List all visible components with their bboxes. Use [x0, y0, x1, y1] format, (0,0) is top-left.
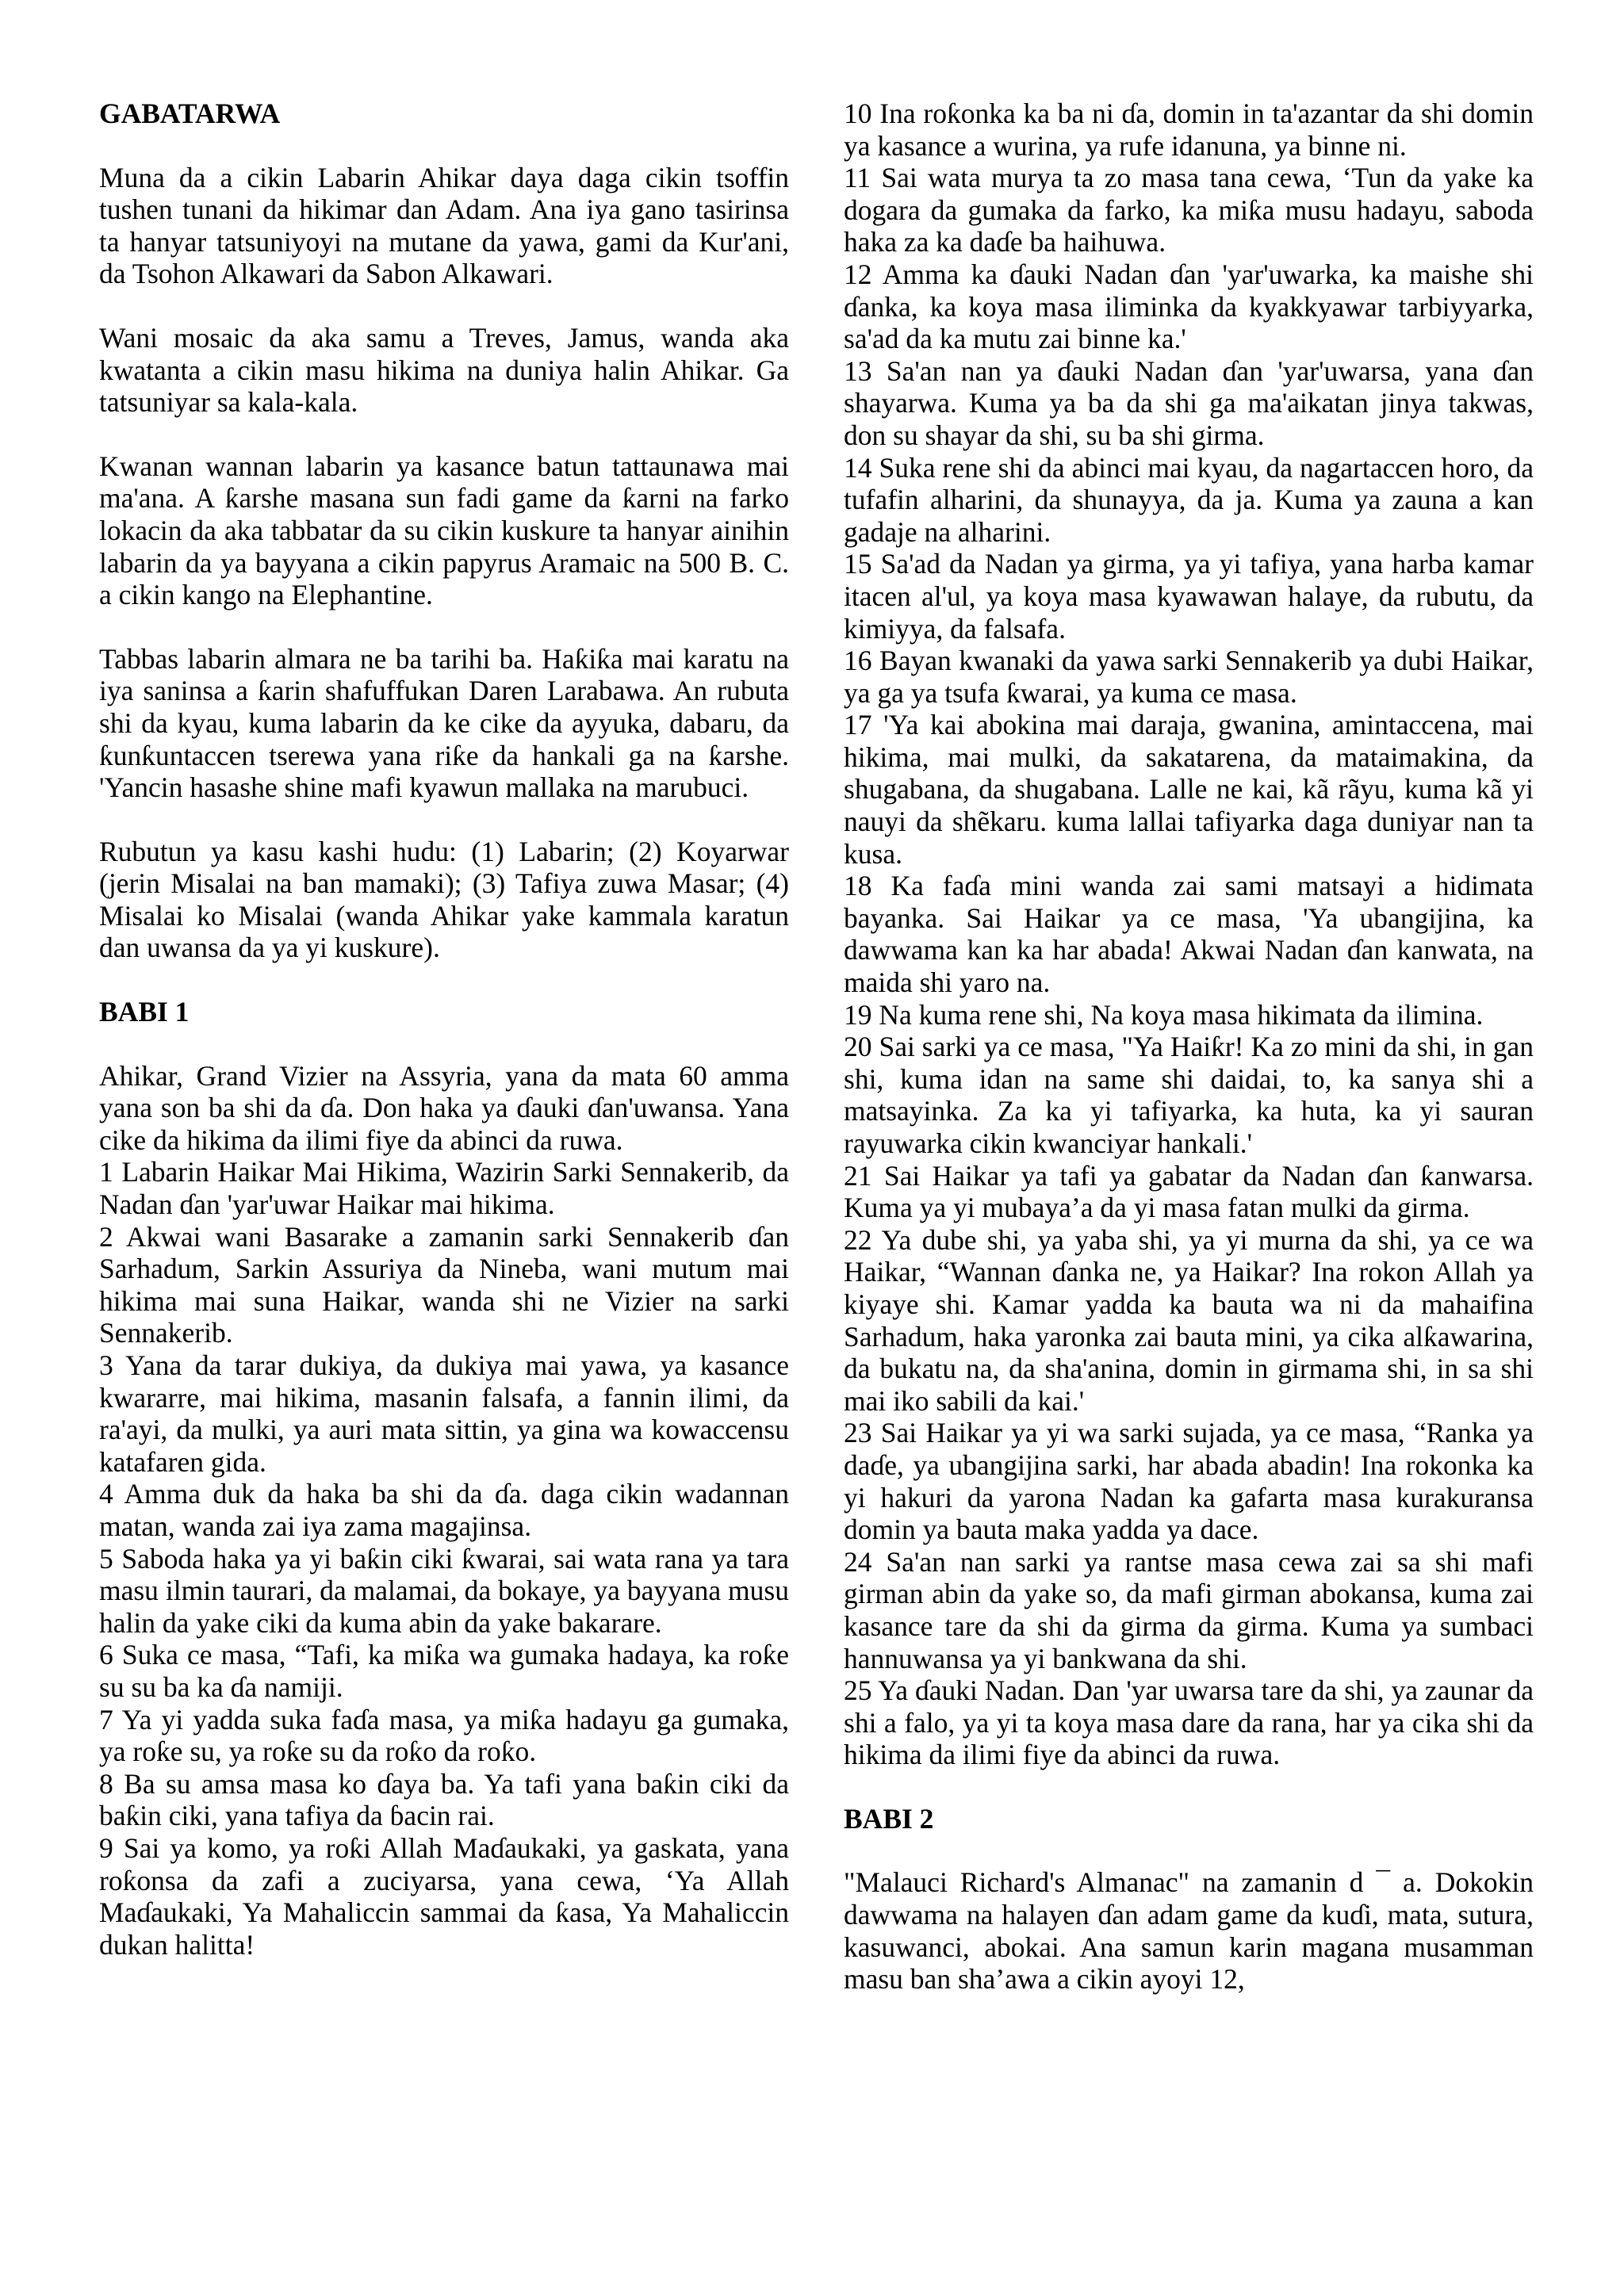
verse-paragraph: 18 Ka faɗa mini wanda zai sami matsayi a hidimata bayanka. Sai Haikar ya ce masa, 'Ya ubangijina, ka dawwama kan ka har abada! Akwai Nadan ɗan kanwata, na maida shi yaro na. — [844, 870, 1534, 999]
intro-paragraph: Kwanan wannan labarin ya kasance batun tattaunawa mai ma'ana. A ƙarshe masana sun fadi game da ƙarni na farko lokacin da aka tabbatar da su cikin kuskure ta hanyar ainihin labarin da ya bayyana a cikin papyrus Aramaic na 500 B. C. a cikin kango na Elephantine. — [99, 450, 789, 611]
verse-paragraph: 24 Sa'an nan sarki ya rantse masa cewa zai sa shi mafi girman abin da yake so, da mafi girman abokansa, kuma zai kasance tare da shi da girma da girma. Kuma ya sumbaci hannuwansa ya yi bankwana da shi. — [844, 1545, 1534, 1674]
verse-paragraph: 8 Ba su amsa masa ko ɗaya ba. Ya tafi yana baƙin ciki da baƙin ciki, yana tafiya da ɓacin rai. — [99, 1767, 789, 1832]
verse-paragraph: 6 Suka ce masa, “Tafi, ka miƙa wa gumaka hadaya, ka roƙe su su ba ka ɗa namiji. — [99, 1639, 789, 1703]
verse-paragraph: 3 Yana da tarar dukiya, da dukiya mai yawa, ya kasance kwararre, mai hikima, masanin falsafa, a fannin ilimi, da ra'ayi, da mulki, ya auri mata sittin, ya gina wa kowaccensu katafaren gida. — [99, 1349, 789, 1478]
verse-paragraph: 4 Amma duk da haka ba shi da ɗa. daga cikin wadannan matan, wanda zai iya zama magajinsa. — [99, 1478, 789, 1542]
left-column — [99, 98, 789, 1961]
verse-paragraph: 5 Saboda haka ya yi baƙin ciki ƙwarai, sai wata rana ya tara masu ilmin taurari, da malamai, da bokaye, ya bayyana musu halin da yake ciki da kuma abin da yake bakarare. — [99, 1542, 789, 1639]
verse-paragraph: 21 Sai Haikar ya tafi ya gabatar da Nadan ɗan ƙanwarsa. Kuma ya yi mubaya’a da yi masa fatan mulki da girma. — [844, 1159, 1534, 1224]
verse-paragraph: 13 Sa'an nan ya ɗauki Nadan ɗan 'yar'uwarsa, yana ɗan shayarwa. Kuma ya ba da shi ga ma'aikatan jinya takwas, don su shayar da shi, su ba shi girma. — [844, 354, 1534, 451]
verse-paragraph: 19 Na kuma rene shi, Na koya masa hikimata da ilimina. — [844, 998, 1484, 1031]
heading-babi-2: BABI 2 — [844, 1802, 934, 1835]
verse-paragraph: 25 Ya ɗauki Nadan. Dan 'yar uwarsa tare da shi, ya zaunar da shi a falo, ya yi ta koya masa dare da rana, har ya cika shi da hikima da ilimi fiye da abinci da ruwa. — [844, 1674, 1534, 1771]
verse-paragraph: 16 Bayan kwanaki da yawa sarki Sennakerib ya dubi Haikar, ya ga ya tsufa ƙwarai, ya kuma ce masa. — [844, 645, 1534, 709]
heading-babi-1: BABI 1 — [99, 996, 190, 1028]
intro-paragraph: Wani mosaic da aka samu a Treves, Jamus, wanda aka kwatanta a cikin masu hikima na duniya halin Ahikar. Ga tatsuniyar sa kala-kala. — [99, 321, 789, 419]
intro-paragraph: Tabbas labarin almara ne ba tarihi ba. Haƙiƙa mai karatu na iya saninsa a ƙarin shafuffukan Daren Larabawa. An rubuta shi da kyau, kuma labarin da ke cike da ayyuka, dabaru, da ƙunƙuntaccen tserewa yana riƙe da hankali ga na ƙarshe. 'Yancin hasashe shine mafi kyawun mallaka na marubuci. — [99, 642, 789, 804]
verse-paragraph: 20 Sai sarki ya ce masa, "Ya Haiƙr! Ka zo mini da shi, in gan shi, kuma idan na same shi daidai, to, ka sanya shi a matsayinka. Za ka yi tafiyarka, ka huta, ka yi sauran rayuwarka cikin kwanciyar hankali.' — [844, 1031, 1534, 1159]
verse-paragraph: Ahikar, Grand Vizier na Assyria, yana da mata 60 amma yana son ba shi da ɗa. Don haka ya ɗauki ɗan'uwansa. Yana cike da hikima da ilimi fiye da abinci da ruwa. — [99, 1059, 789, 1156]
verse-paragraph: 23 Sai Haikar ya yi wa sarki sujada, ya ce masa, “Ranka ya daɗe, ya ubangijina sarki, har abada abadin! Ina rokonka ka yi hakuri da yarona Nadan ka gafarta masa kurakuransa domin ya bauta maka yadda ya dace. — [844, 1417, 1534, 1546]
verse-paragraph: 9 Sai ya komo, ya roƙi Allah Maɗaukaki, ya gaskata, yana roƙonsa da zafi a zuciyarsa, yana cewa, ‘Ya Allah Maɗaukaki, Ya Mahaliccin sammai da ƙasa, Ya Mahaliccin dukan halitta! — [99, 1831, 789, 1961]
verse-paragraph: 22 Ya dube shi, ya yaba shi, ya yi murna da shi, ya ce wa Haikar, “Wannan ɗanka ne, ya Haikar? Ina rokon Allah ya kiyaye shi. Kamar yadda ka bauta wa ni da mahaifina Sarhadum, haka yaronka zai bauta mini, ya cika alƙawarina, da bukatu na, da sha'anina, domin in girmama shi, in sa shi mai iko sabili da kai.' — [844, 1223, 1534, 1417]
intro-paragraph: Rubutun ya kasu kashi hudu: (1) Labarin; (2) Koyarwar (jerin Misalai na ban mamaki); (3) Tafiya zuwa Masar; (4) Misalai ko Misalai (wanda Ahikar yake kammala karatun dan uwansa da ya yi kuskure). — [99, 835, 789, 964]
verse-paragraph: 1 Labarin Haikar Mai Hikima, Wazirin Sarki Sennakerib, da Nadan ɗan 'yar'uwar Haikar mai hikima. — [99, 1156, 789, 1221]
verse-paragraph: 2 Akwai wani Basarake a zamanin sarki Sennakerib ɗan Sarhadum, Sarkin Assuriya da Nineba, wani mutum mai hikima mai suna Haikar, wanda shi ne Vizier na sarki Sennakerib. — [99, 1220, 789, 1349]
verse-paragraph: 10 Ina roƙonka ka ba ni ɗa, domin in ta'azantar da shi domin ya kasance a wurina, ya rufe idanuna, ya binne ni. — [844, 98, 1534, 162]
verse-paragraph: 15 Sa'ad da Nadan ya girma, ya yi tafiya, yana harba kamar itacen al'ul, ya koya masa kyawawan halaye, da rubutu, da kimiyya, da falsafa. — [844, 548, 1534, 645]
verse-paragraph: 14 Suka rene shi da abinci mai kyau, da nagartaccen horo, da tufafin alharini, da shunayya, da ja. Kuma ya zauna a kan gadaje na alharini. — [844, 451, 1534, 548]
right-column — [844, 98, 1534, 1996]
verse-paragraph: 12 Amma ka ɗauki Nadan ɗan 'yar'uwarka, ka maishe shi ɗanka, ka koya masa iliminka da kyakkyawar tarbiyyarka, sa'ad da ka mutu zai binne ka.' — [844, 258, 1534, 355]
heading-gabatarwa: GABATARWA — [99, 98, 281, 129]
verse-paragraph: 7 Ya yi yadda suka faɗa masa, ya miƙa hadayu ga gumaka, ya roƙe su, ya roƙe su da roƙo da roƙo. — [99, 1703, 789, 1768]
verse-paragraph: 17 'Ya kai abokina mai daraja, gwanina, amintaccena, mai hikima, mai mulki, da sakatarena, da mataimakina, da shugabana, da shugabana. Lalle ne kai, kã rãyu, kuma kã yi nauyi da shẽkaru. kuma lallai tafiyarka daga duniyar nan ta kusa. — [844, 709, 1534, 870]
verse-paragraph: 11 Sai wata murya ta zo masa tana cewa, ‘Tun da yake ka dogara da gumaka da farko, ka miƙa musu hadayu, saboda haka za ka daɗe ba haihuwa. — [844, 162, 1534, 258]
intro-paragraph: Muna da a cikin Labarin Ahikar daya daga cikin tsoffin tushen tunani da hikimar dan Adam. Ana iya gano tasirinsa ta hanyar tatsuniyoyi na mutane da yawa, gami da Kur'ani, da Tsohon Alkawari da Sabon Alkawari. — [99, 161, 789, 290]
babi2-paragraph: "Malauci Richard's Almanac" na zamanin d ¯ a. Dokokin dawwama na halayen ɗan adam game da kuɗi, mata, sutura, kasuwanci, abokai. Ana samun karin magana musamman masu ban sha’awa a cikin ayoyi 12, — [844, 1866, 1534, 1996]
